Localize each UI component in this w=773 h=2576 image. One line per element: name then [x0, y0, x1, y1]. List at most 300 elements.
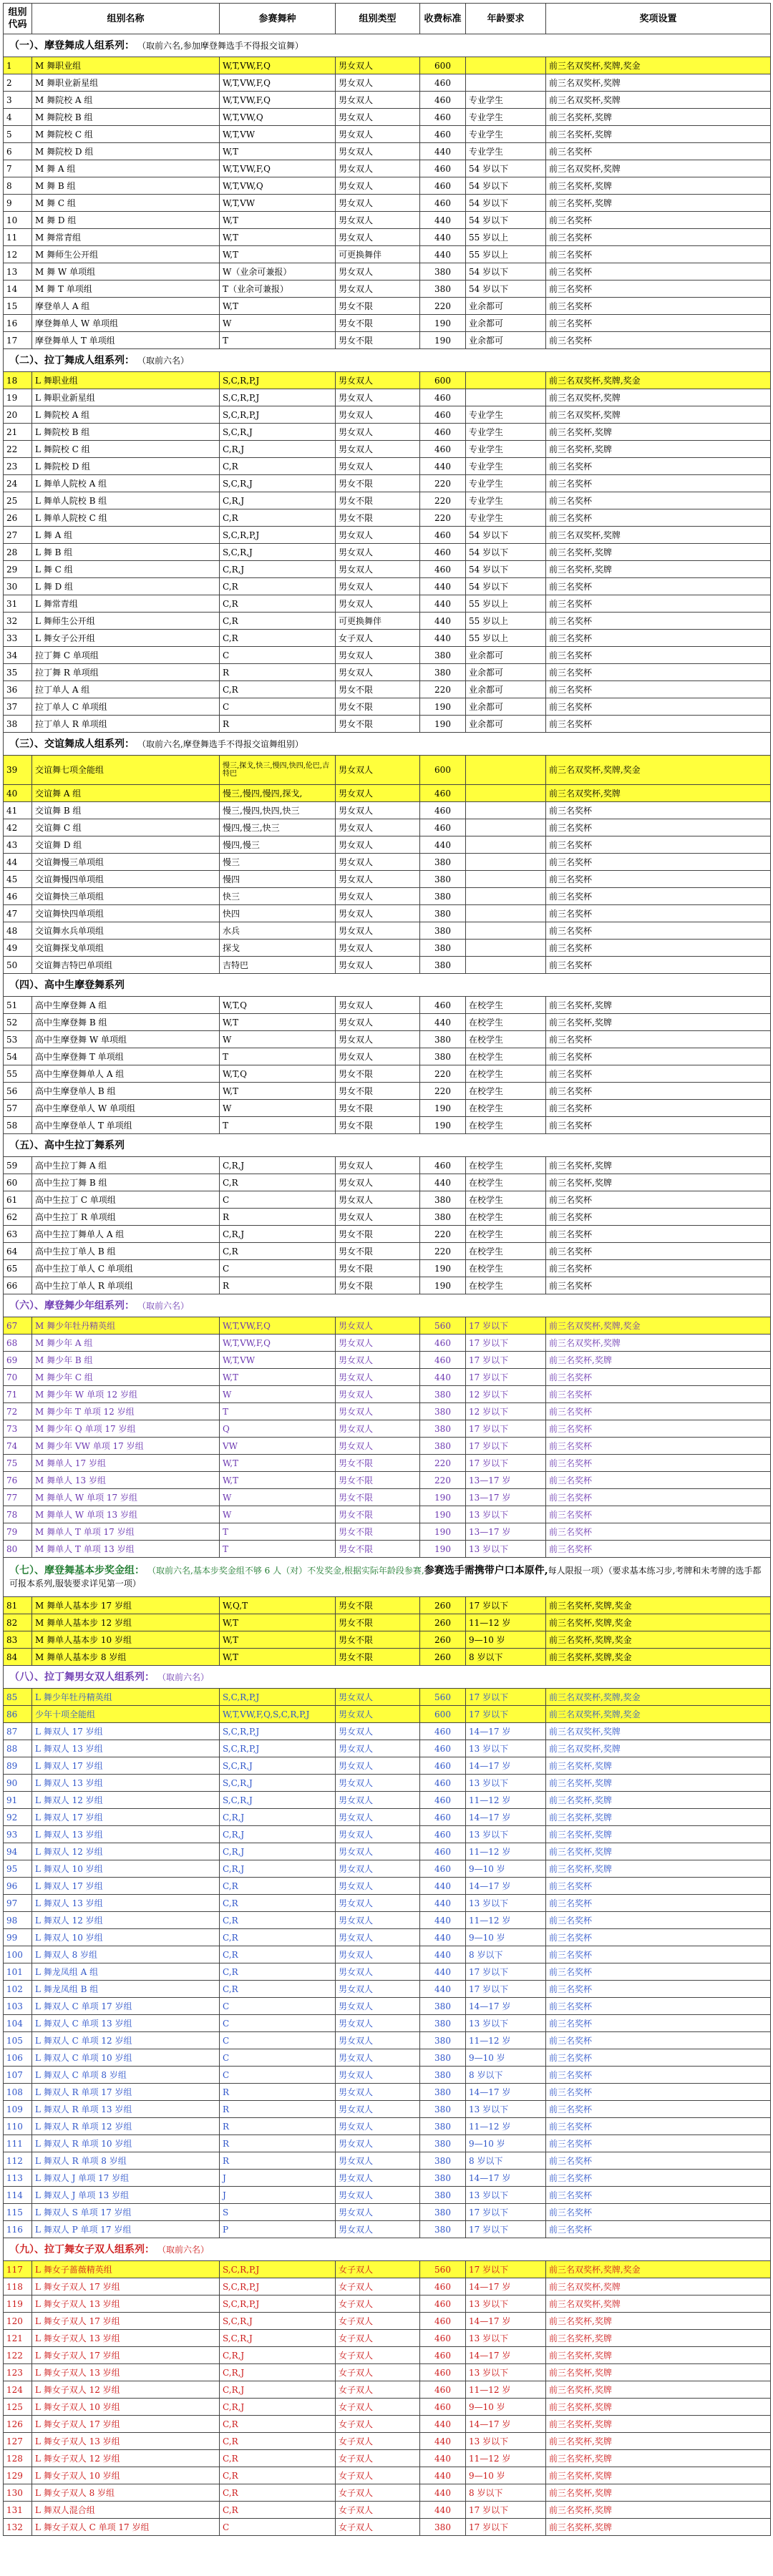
- cell-dance: C,R: [220, 458, 336, 475]
- cell-type: 男女双人: [336, 424, 420, 441]
- cell-award: 前三名奖杯: [546, 1981, 771, 1998]
- cell-code: 120: [4, 2313, 32, 2330]
- cell-dance: C,R,J: [220, 441, 336, 458]
- cell-name: M 舞 A 组: [32, 160, 220, 177]
- cell-age: 14—17 岁: [466, 2084, 546, 2101]
- cell-fee: 440: [420, 2484, 466, 2502]
- cell-fee: 190: [420, 1117, 466, 1134]
- cell-type: 男女双人: [336, 1912, 420, 1929]
- competition-table: [3, 3, 771, 2536]
- cell-name: M 舞单人基本步 8 岁组: [32, 1649, 220, 1666]
- cell-name: L 舞女子双人 13 岁组: [32, 2433, 220, 2450]
- cell-code: 25: [4, 492, 32, 509]
- table-row: [4, 2433, 771, 2450]
- cell-dance: S,C,R,J: [220, 424, 336, 441]
- cell-name: M 舞单人 T 单项 13 岁组: [32, 1541, 220, 1558]
- cell-award: 前三名奖杯: [546, 1541, 771, 1558]
- cell-dance: C,R,J: [220, 1826, 336, 1843]
- cell-type: 男女双人: [336, 1014, 420, 1031]
- cell-fee: 260: [420, 1614, 466, 1631]
- cell-name: L 舞双人 13 岁组: [32, 1826, 220, 1843]
- cell-fee: 440: [420, 2502, 466, 2519]
- section-header-row: [4, 1294, 771, 1317]
- cell-code: 28: [4, 544, 32, 561]
- cell-award: 前三名奖杯: [546, 1243, 771, 1260]
- cell-award: 前三名奖杯: [546, 1523, 771, 1541]
- cell-award: 前三名奖杯: [546, 458, 771, 475]
- cell-name: L 舞双人 J 单项 17 岁组: [32, 2170, 220, 2187]
- cell-type: 男女双人: [336, 195, 420, 212]
- cell-dance: W,T: [220, 229, 336, 246]
- cell-code: 71: [4, 1386, 32, 1403]
- cell-award: 前三名奖杯: [546, 2204, 771, 2221]
- cell-code: 112: [4, 2152, 32, 2170]
- cell-code: 125: [4, 2399, 32, 2416]
- cell-award: 前三名奖杯: [546, 475, 771, 492]
- cell-code: 76: [4, 1472, 32, 1489]
- cell-age: 54 岁以下: [466, 160, 546, 177]
- table-row: [4, 1963, 771, 1981]
- cell-dance: W,T,VW,Q: [220, 109, 336, 126]
- cell-age: 专业学生: [466, 492, 546, 509]
- cell-fee: 380: [420, 2067, 466, 2084]
- cell-age: [466, 957, 546, 974]
- cell-award: 前三名奖杯: [546, 2221, 771, 2238]
- cell-age: 9—10 岁: [466, 1631, 546, 1649]
- cell-code: 67: [4, 1317, 32, 1335]
- cell-type: 男女双人: [336, 1895, 420, 1912]
- cell-fee: 380: [420, 2084, 466, 2101]
- cell-name: L 舞双人 17 岁组: [32, 1809, 220, 1826]
- cell-code: 113: [4, 2170, 32, 2187]
- cell-fee: 460: [420, 527, 466, 544]
- cell-code: 33: [4, 630, 32, 647]
- cell-dance: W,T,VW,F,Q,S,C,R,P,J: [220, 1706, 336, 1723]
- cell-fee: 220: [420, 492, 466, 509]
- cell-award: 前三名奖杯: [546, 888, 771, 905]
- cell-fee: 460: [420, 544, 466, 561]
- cell-dance: C: [220, 2049, 336, 2067]
- cell-dance: J: [220, 2170, 336, 2187]
- cell-type: 男女不限: [336, 1649, 420, 1666]
- cell-dance: 慢四,慢三,快三: [220, 819, 336, 836]
- cell-award: 前三名奖杯: [546, 246, 771, 263]
- cell-age: [466, 922, 546, 940]
- cell-type: 男女双人: [336, 2135, 420, 2152]
- cell-fee: 190: [420, 332, 466, 349]
- cell-award: 前三名奖杯: [546, 1403, 771, 1420]
- cell-type: 女子双人: [336, 2364, 420, 2381]
- cell-dance: S,C,R,P,J: [220, 372, 336, 389]
- cell-name: 少年十项全能组: [32, 1706, 220, 1723]
- cell-type: 女子双人: [336, 2416, 420, 2433]
- cell-name: 交谊舞慢四单项组: [32, 871, 220, 888]
- cell-dance: W,T,Q: [220, 997, 336, 1014]
- cell-type: 男女不限: [336, 1243, 420, 1260]
- cell-code: 55: [4, 1065, 32, 1083]
- cell-fee: 460: [420, 1723, 466, 1740]
- cell-dance: R: [220, 2084, 336, 2101]
- cell-code: 13: [4, 263, 32, 280]
- cell-code: 48: [4, 922, 32, 940]
- cell-award: 前三名奖杯,奖牌: [546, 2484, 771, 2502]
- cell-name: 交谊舞吉特巴单项组: [32, 957, 220, 974]
- cell-age: 17 岁以下: [466, 1369, 546, 1386]
- table-row: [4, 315, 771, 332]
- cell-fee: 460: [420, 997, 466, 1014]
- cell-award: 前三名奖杯,奖牌: [546, 1843, 771, 1860]
- cell-fee: 440: [420, 1963, 466, 1981]
- cell-dance: S,C,R,P,J: [220, 2296, 336, 2313]
- cell-type: 男女双人: [336, 1963, 420, 1981]
- cell-type: 男女不限: [336, 1614, 420, 1631]
- cell-type: 男女不限: [336, 298, 420, 315]
- cell-type: 女子双人: [336, 2261, 420, 2278]
- table-row: [4, 1438, 771, 1455]
- cell-fee: 380: [420, 871, 466, 888]
- cell-code: 40: [4, 785, 32, 802]
- cell-code: 36: [4, 681, 32, 698]
- cell-name: 拉丁舞 R 单项组: [32, 664, 220, 681]
- cell-age: 13 岁以下: [466, 2433, 546, 2450]
- cell-fee: 190: [420, 1506, 466, 1523]
- table-row: [4, 1912, 771, 1929]
- cell-fee: 440: [420, 212, 466, 229]
- cell-award: 前三名奖杯: [546, 664, 771, 681]
- section-note: （取前六名,参加摩登舞选手不得报交谊舞）: [142, 40, 303, 51]
- cell-code: 46: [4, 888, 32, 905]
- cell-code: 31: [4, 595, 32, 613]
- table-row: [4, 1706, 771, 1723]
- cell-award: 前三名奖杯,奖牌: [546, 441, 771, 458]
- table-row: [4, 1352, 771, 1369]
- cell-name: L 舞女子蔷薇精英组: [32, 2261, 220, 2278]
- cell-name: M 舞少年牡丹精英组: [32, 1317, 220, 1335]
- cell-code: 2: [4, 74, 32, 92]
- cell-award: 前三名奖杯: [546, 957, 771, 974]
- cell-type: 男女双人: [336, 888, 420, 905]
- cell-code: 62: [4, 1209, 32, 1226]
- cell-code: 84: [4, 1649, 32, 1666]
- cell-type: 男女双人: [336, 647, 420, 664]
- table-row: [4, 1929, 771, 1946]
- cell-name: L 舞 B 组: [32, 544, 220, 561]
- cell-age: 11—12 岁: [466, 2381, 546, 2399]
- cell-award: 前三名奖杯: [546, 854, 771, 871]
- table-row: [4, 1031, 771, 1048]
- cell-age: 在校学生: [466, 1065, 546, 1083]
- cell-age: 业余都可: [466, 681, 546, 698]
- cell-name: M 舞单人 W 单项 17 岁组: [32, 1489, 220, 1506]
- cell-code: 73: [4, 1420, 32, 1438]
- cell-type: 男女双人: [336, 1191, 420, 1209]
- cell-type: 男女双人: [336, 1209, 420, 1226]
- cell-age: 11—12 岁: [466, 2118, 546, 2135]
- cell-name: L 舞院校 B 组: [32, 424, 220, 441]
- cell-type: 男女不限: [336, 1506, 420, 1523]
- cell-code: 10: [4, 212, 32, 229]
- cell-name: 交谊舞 A 组: [32, 785, 220, 802]
- cell-type: 男女不限: [336, 1523, 420, 1541]
- cell-name: M 舞少年 C 组: [32, 1369, 220, 1386]
- cell-code: 88: [4, 1740, 32, 1757]
- cell-award: 前三名奖杯: [546, 332, 771, 349]
- cell-age: 专业学生: [466, 126, 546, 143]
- cell-name: L 舞双人 C 单项 17 岁组: [32, 1998, 220, 2015]
- section-title: [4, 1666, 771, 1689]
- cell-fee: 460: [420, 819, 466, 836]
- cell-award: 前三名奖杯,奖牌: [546, 177, 771, 195]
- cell-dance: C,R,J: [220, 2364, 336, 2381]
- cell-name: L 舞女子双人 17 岁组: [32, 2278, 220, 2296]
- cell-fee: 440: [420, 1014, 466, 1031]
- cell-fee: 440: [420, 1369, 466, 1386]
- cell-fee: 440: [420, 246, 466, 263]
- cell-dance: S,C,R,P,J: [220, 1723, 336, 1740]
- cell-dance: 慢三: [220, 854, 336, 871]
- cell-age: 11—12 岁: [466, 1614, 546, 1631]
- cell-name: 拉丁单人 C 单项组: [32, 698, 220, 716]
- cell-name: 拉丁舞 C 单项组: [32, 647, 220, 664]
- cell-name: L 舞双人 17 岁组: [32, 1757, 220, 1775]
- cell-dance: T: [220, 1117, 336, 1134]
- cell-dance: S,C,R,J: [220, 2330, 336, 2347]
- cell-code: 52: [4, 1014, 32, 1031]
- cell-type: 男女双人: [336, 1809, 420, 1826]
- cell-name: 交谊舞探戈单项组: [32, 940, 220, 957]
- cell-name: L 舞 A 组: [32, 527, 220, 544]
- cell-age: 54 岁以下: [466, 527, 546, 544]
- cell-dance: 慢四,慢三: [220, 836, 336, 854]
- cell-dance: C,R: [220, 681, 336, 698]
- table-row: [4, 2467, 771, 2484]
- cell-code: 42: [4, 819, 32, 836]
- cell-age: 在校学生: [466, 1226, 546, 1243]
- table-row: [4, 492, 771, 509]
- cell-type: 男女双人: [336, 143, 420, 160]
- cell-type: 女子双人: [336, 2450, 420, 2467]
- cell-name: L 舞双人 R 单项 12 岁组: [32, 2118, 220, 2135]
- table-row: [4, 836, 771, 854]
- cell-fee: 380: [420, 2015, 466, 2032]
- cell-age: 11—12 岁: [466, 1912, 546, 1929]
- cell-age: 业余都可: [466, 298, 546, 315]
- table-row: [4, 1998, 771, 2015]
- cell-code: 104: [4, 2015, 32, 2032]
- cell-code: 86: [4, 1706, 32, 1723]
- cell-fee: 460: [420, 2296, 466, 2313]
- cell-fee: 220: [420, 1065, 466, 1083]
- cell-fee: 220: [420, 681, 466, 698]
- cell-dance: 慢三,慢四,快四,快三: [220, 802, 336, 819]
- cell-name: L 舞女子双人 10 岁组: [32, 2399, 220, 2416]
- cell-name: M 舞少年 B 组: [32, 1352, 220, 1369]
- cell-award: 前三名双奖杯,奖牌: [546, 785, 771, 802]
- cell-age: 54 岁以下: [466, 280, 546, 298]
- cell-type: 男女双人: [336, 1317, 420, 1335]
- cell-fee: 460: [420, 2364, 466, 2381]
- cell-age: 专业学生: [466, 475, 546, 492]
- cell-type: 男女双人: [336, 527, 420, 544]
- table-row: [4, 2519, 771, 2536]
- cell-age: 13—17 岁: [466, 1523, 546, 1541]
- table-row: [4, 126, 771, 143]
- cell-type: 男女双人: [336, 1174, 420, 1191]
- table-row: [4, 195, 771, 212]
- cell-award: 前三名奖杯: [546, 2187, 771, 2204]
- cell-fee: 460: [420, 2347, 466, 2364]
- cell-type: 男女双人: [336, 372, 420, 389]
- table-row: [4, 2032, 771, 2049]
- section-header-row: [4, 1666, 771, 1689]
- cell-fee: 460: [420, 561, 466, 578]
- table-row: [4, 424, 771, 441]
- cell-name: 高中生拉丁单人 B 组: [32, 1243, 220, 1260]
- cell-dance: C,R,J: [220, 492, 336, 509]
- table-row: [4, 1209, 771, 1226]
- cell-award: 前三名奖杯: [546, 1277, 771, 1294]
- header-name: 组别名称: [32, 4, 220, 34]
- cell-fee: 380: [420, 905, 466, 922]
- table-row: [4, 1723, 771, 1740]
- cell-dance: Q: [220, 1420, 336, 1438]
- table-row: [4, 389, 771, 406]
- cell-award: 前三名奖杯,奖牌,奖金: [546, 1597, 771, 1614]
- cell-code: 3: [4, 92, 32, 109]
- cell-code: 131: [4, 2502, 32, 2519]
- table-row: [4, 1174, 771, 1191]
- cell-code: 37: [4, 698, 32, 716]
- cell-age: 14—17 岁: [466, 1757, 546, 1775]
- cell-name: L 舞双人 12 岁组: [32, 1912, 220, 1929]
- cell-name: L 舞双人 C 单项 8 岁组: [32, 2067, 220, 2084]
- cell-name: M 舞 W 单项组: [32, 263, 220, 280]
- section-note: （取前六名）: [162, 1672, 210, 1682]
- cell-code: 24: [4, 475, 32, 492]
- cell-award: 前三名奖杯,奖牌: [546, 1157, 771, 1174]
- table-row: [4, 1048, 771, 1065]
- cell-age: 55 岁以上: [466, 630, 546, 647]
- cell-fee: 380: [420, 1998, 466, 2015]
- cell-code: 45: [4, 871, 32, 888]
- cell-award: 前三名奖杯: [546, 1191, 771, 1209]
- cell-code: 100: [4, 1946, 32, 1963]
- cell-age: 业余都可: [466, 664, 546, 681]
- cell-type: 男女双人: [336, 1438, 420, 1455]
- cell-age: 13 岁以下: [466, 2101, 546, 2118]
- cell-age: 54 岁以下: [466, 561, 546, 578]
- cell-dance: 快四: [220, 905, 336, 922]
- table-row: [4, 1420, 771, 1438]
- cell-age: 17 岁以下: [466, 1352, 546, 1369]
- cell-age: 14—17 岁: [466, 2313, 546, 2330]
- cell-name: 高中生拉丁 C 单项组: [32, 1191, 220, 1209]
- cell-code: 70: [4, 1369, 32, 1386]
- cell-code: 19: [4, 389, 32, 406]
- cell-age: 13—17 岁: [466, 1472, 546, 1489]
- cell-fee: 380: [420, 1209, 466, 1226]
- cell-type: 男女双人: [336, 1775, 420, 1792]
- cell-age: 17 岁以下: [466, 2204, 546, 2221]
- cell-age: [466, 871, 546, 888]
- cell-name: 交谊舞 B 组: [32, 802, 220, 819]
- cell-fee: 440: [420, 595, 466, 613]
- cell-code: 4: [4, 109, 32, 126]
- cell-type: 男女双人: [336, 854, 420, 871]
- cell-fee: 380: [420, 1048, 466, 1065]
- cell-code: 23: [4, 458, 32, 475]
- cell-code: 50: [4, 957, 32, 974]
- cell-dance: C,R,J: [220, 561, 336, 578]
- section-note-2: 每人限报一项）（要求基本练习步,考牌和未考牌的选手都可报本系列,服装要求详见第一项）: [9, 1566, 762, 1589]
- cell-code: 11: [4, 229, 32, 246]
- table-row: [4, 160, 771, 177]
- cell-age: 业余都可: [466, 716, 546, 733]
- cell-name: L 舞女子双人 12 岁组: [32, 2381, 220, 2399]
- cell-type: 女子双人: [336, 2519, 420, 2536]
- cell-dance: C,R: [220, 630, 336, 647]
- cell-name: 拉丁单人 A 组: [32, 681, 220, 698]
- table-row: [4, 2118, 771, 2135]
- cell-dance: R: [220, 2118, 336, 2135]
- cell-award: 前三名奖杯: [546, 315, 771, 332]
- table-row: [4, 2381, 771, 2399]
- cell-code: 94: [4, 1843, 32, 1860]
- cell-type: 男女双人: [336, 819, 420, 836]
- cell-fee: 460: [420, 1792, 466, 1809]
- cell-dance: W,T: [220, 1014, 336, 1031]
- cell-type: 女子双人: [336, 2278, 420, 2296]
- table-row: [4, 957, 771, 974]
- header-type: 组别类型: [336, 4, 420, 34]
- cell-name: 交谊舞慢三单项组: [32, 854, 220, 871]
- cell-dance: C,R: [220, 2467, 336, 2484]
- cell-dance: W（业余可兼报）: [220, 263, 336, 280]
- cell-dance: W,T: [220, 298, 336, 315]
- cell-fee: 380: [420, 647, 466, 664]
- cell-dance: S,C,R,J: [220, 1792, 336, 1809]
- cell-code: 39: [4, 756, 32, 785]
- cell-fee: 460: [420, 441, 466, 458]
- cell-age: 13 岁以下: [466, 1740, 546, 1757]
- table-row: [4, 1014, 771, 1031]
- cell-dance: S,C,R,J: [220, 475, 336, 492]
- cell-award: 前三名奖杯,奖牌: [546, 1352, 771, 1369]
- cell-dance: J: [220, 2187, 336, 2204]
- cell-dance: C,R,J: [220, 2399, 336, 2416]
- cell-dance: T（业余可兼报）: [220, 280, 336, 298]
- cell-award: 前三名奖杯,奖牌: [546, 561, 771, 578]
- cell-award: 前三名奖杯: [546, 2170, 771, 2187]
- cell-name: L 舞双人 12 岁组: [32, 1792, 220, 1809]
- cell-name: M 舞单人 T 单项 17 岁组: [32, 1523, 220, 1541]
- cell-dance: S,C,R,P,J: [220, 406, 336, 424]
- table-row: [4, 527, 771, 544]
- table-row: [4, 1775, 771, 1792]
- cell-code: 59: [4, 1157, 32, 1174]
- cell-name: 交谊舞 D 组: [32, 836, 220, 854]
- cell-age: 17 岁以下: [466, 1438, 546, 1455]
- cell-code: 77: [4, 1489, 32, 1506]
- cell-name: 交谊舞七项全能组: [32, 756, 220, 785]
- cell-award: 前三名奖杯: [546, 2101, 771, 2118]
- cell-type: 女子双人: [336, 2467, 420, 2484]
- cell-dance: C,R: [220, 1929, 336, 1946]
- cell-type: 男女不限: [336, 681, 420, 698]
- cell-fee: 260: [420, 1597, 466, 1614]
- cell-dance: W,Q,T: [220, 1597, 336, 1614]
- cell-type: 男女双人: [336, 1723, 420, 1740]
